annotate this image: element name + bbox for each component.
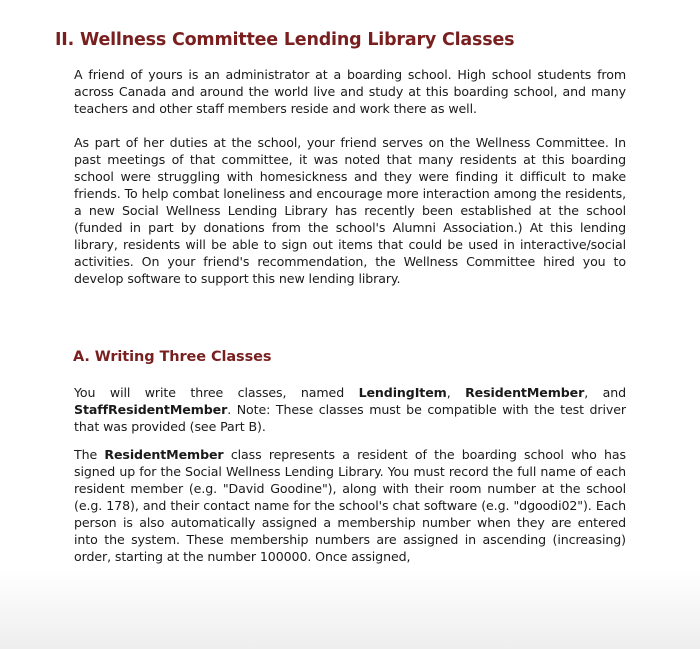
class-name-residentmember: ResidentMember — [465, 385, 585, 400]
class-name-residentmember-ref: ResidentMember — [104, 447, 224, 462]
class-name-lendingitem: LendingItem — [358, 385, 447, 400]
classes-paragraph: You will write three classes, named LendingItem, ResidentMember, and StaffResidentMember. Note: These classes must be compatible with the test driver that was provided (see Part B). — [74, 385, 626, 434]
class-name-staffresidentmember: StaffResidentMember — [74, 402, 228, 417]
intro-paragraph: A friend of yours is an administrator at a boarding school. High school students from across Canada and around the world live and study at this boarding school, and many teachers and other staff members reside and work there as well. — [74, 67, 626, 116]
section-title: II. Wellness Committee Lending Library Classes — [55, 30, 515, 50]
subsection-title: A. Writing Three Classes — [73, 349, 272, 365]
duties-paragraph: As part of her duties at the school, your friend serves on the Wellness Committee. In past meetings of that committee, it was noted that many residents at this boarding school were struggling with homesickness and they were finding it difficult to make friends. To help combat loneliness and encourage more interaction among the residents, a new Social Wellness Lending Library has recently been established at the school (funded in part by donations from the school's Alumni Association.) At this lending library, residents will be able to sign out items that could be used in interactive/social activities. On your friend's recommendation, the Wellness Committee hired you to develop software to support this new lending library. — [74, 135, 626, 286]
bottom-fade — [0, 569, 700, 649]
residentmember-paragraph: The ResidentMember class represents a resident of the boarding school who has signed up for the Social Wellness Lending Library. You must record the full name of each resident member (e.g. "David Goodine"), along with their room number at the school (e.g. 178), and their contact name for the school's chat software (e.g. "dgoodi02"). Each person is also automatically assigned a membership number when they are entered into the system. These membership numbers are assigned in ascending (increasing) order, starting at the number 100000. Once assigned, — [74, 447, 626, 564]
